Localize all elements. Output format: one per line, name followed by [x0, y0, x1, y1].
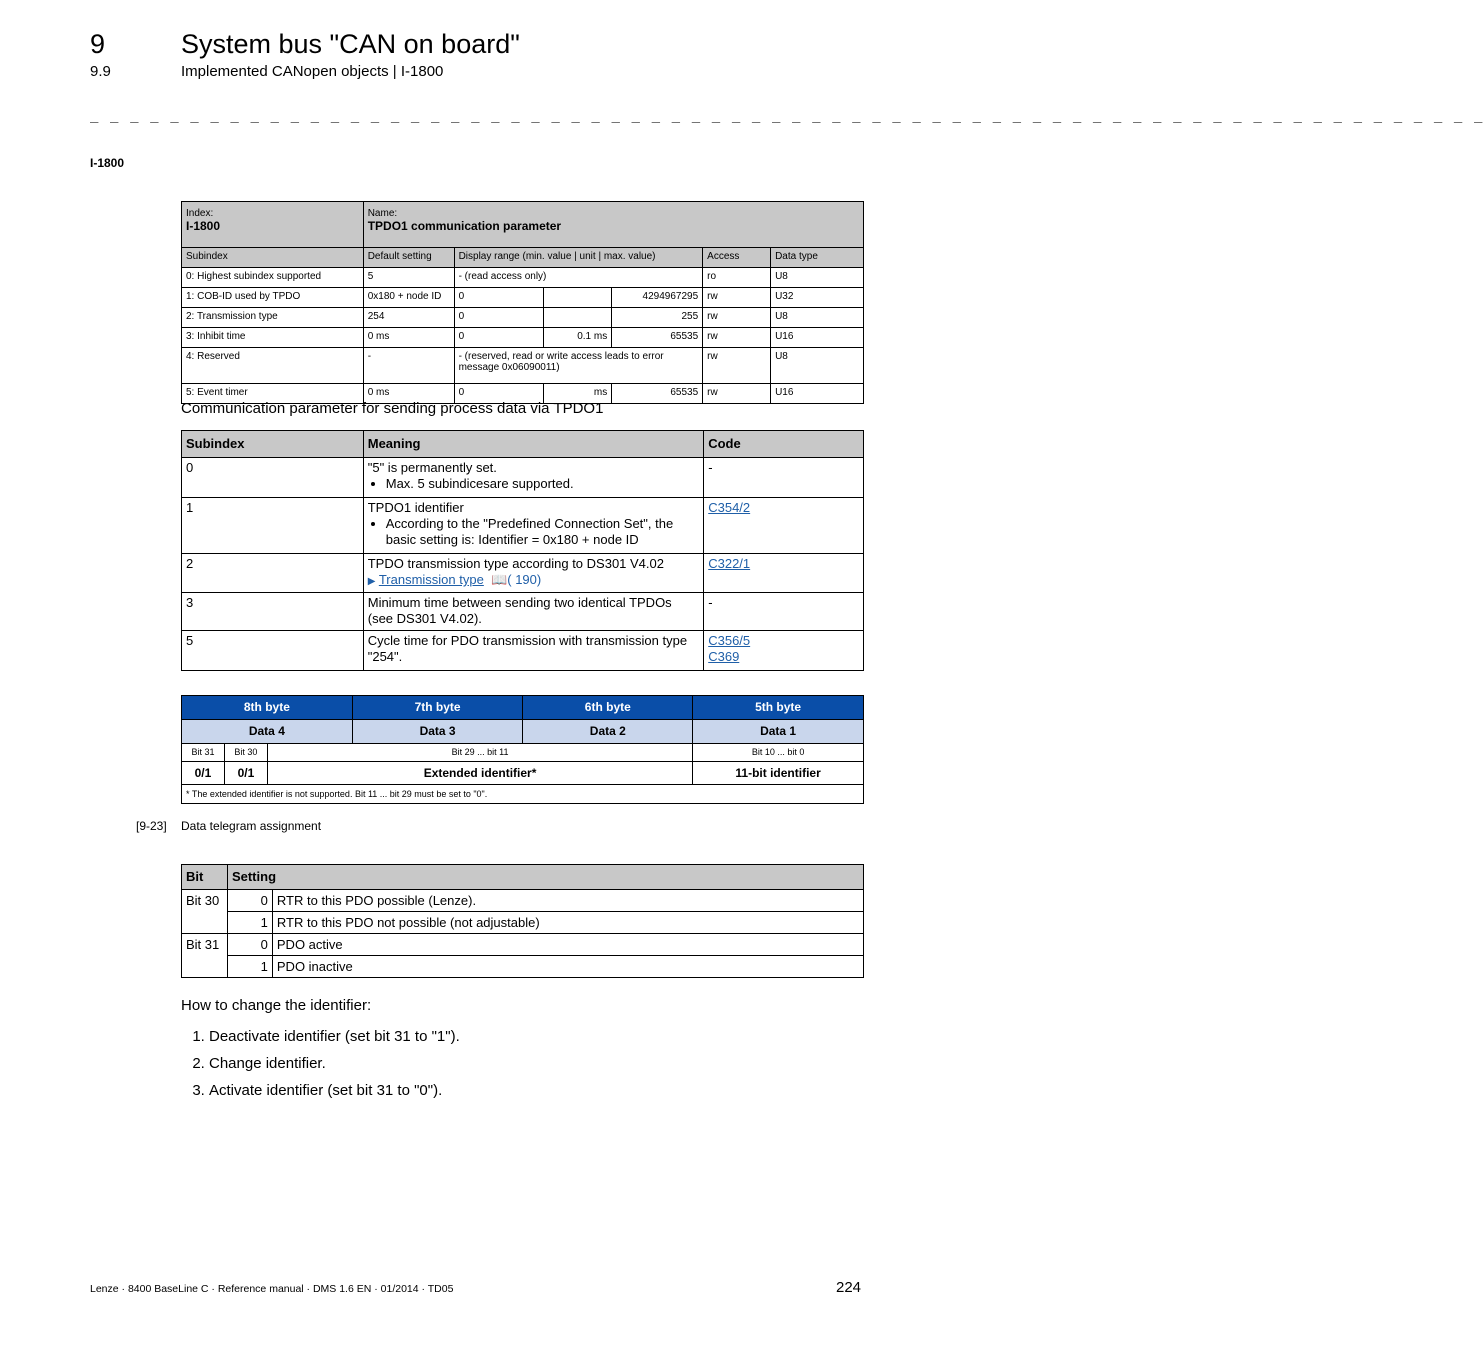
steps-list — [181, 1023, 460, 1104]
figure-number: [9-23] — [136, 819, 167, 833]
byte-header: 6th byte — [523, 696, 693, 720]
bit-value: 0/1 — [224, 762, 267, 785]
index-cell: Index: I-1800 — [182, 202, 364, 248]
table-row: 2 TPDO transmission type according to DS301 V4.02 ▶ Transmission type 📖( 190) C322/1 — [182, 554, 864, 593]
chapter-number: 9 — [90, 29, 106, 59]
table-row: 0: Highest subindex supported 5 - (read access only) ro U8 — [182, 268, 864, 288]
parameter-table — [181, 201, 864, 404]
column-header: Data type — [771, 248, 864, 268]
data-header: Data 4 — [182, 720, 353, 744]
book-icon: 📖 — [491, 572, 508, 587]
data-header: Data 2 — [523, 720, 693, 744]
howto-heading: How to change the identifier: — [181, 997, 372, 1014]
section-number: 9.9 — [90, 63, 111, 80]
bit-setting-table — [181, 864, 864, 978]
bit-label: Bit 31 — [182, 744, 225, 762]
table-caption: Communication parameter for sending process data via TPDO1 — [181, 400, 604, 417]
transmission-type-link[interactable]: Transmission type — [378, 572, 484, 587]
byte-header: 7th byte — [352, 696, 523, 720]
bit-label: Bit 30 — [224, 744, 267, 762]
table-row: 5: Event timer 0 ms 0 ms 65535 rw U16 — [182, 384, 864, 404]
table-row: 2: Transmission type 254 0 255 rw U8 — [182, 308, 864, 328]
table-row: Bit 31 0 PDO active — [182, 934, 864, 956]
byte-header: 8th byte — [182, 696, 353, 720]
page-footer: Lenze · 8400 BaseLine C · Reference manual · DMS 1.6 EN · 01/2014 · TD05 — [90, 1283, 454, 1295]
code-link[interactable]: C356/5 — [708, 633, 751, 648]
code-link[interactable]: C354/2 — [708, 500, 751, 515]
byte-header: 5th byte — [693, 696, 864, 720]
code-link[interactable]: C322/1 — [708, 556, 751, 571]
column-header: Display range (min. value | unit | max. value) — [454, 248, 703, 268]
table-row: 1 PDO inactive — [182, 956, 864, 978]
column-header: Default setting — [363, 248, 454, 268]
data-header: Data 1 — [693, 720, 864, 744]
table-row: 1 TPDO1 identifier • According to the "Predefined Connection Set", the basic setting is: Identifier = 0x180 + node ID C354/2 — [182, 498, 864, 554]
table-row: 0 "5" is permanently set. • Max. 5 subindicesare supported. - — [182, 458, 864, 498]
table-row: Bit 30 0 RTR to this PDO possible (Lenze). — [182, 890, 864, 912]
bit-label: Bit 29 ... bit 11 — [267, 744, 692, 762]
table-row: 5 Cycle time for PDO transmission with transmission type "254". C356/5 C369 — [182, 631, 864, 671]
telegram-table — [181, 695, 864, 804]
arrow-right-icon: ▶ — [367, 576, 376, 587]
header-divider: _ _ _ _ _ _ _ _ _ _ _ _ _ _ _ _ _ _ _ _ _ _ _ _ _ _ _ _ _ _ _ _ _ _ _ _ _ _ _ _ _ _ _ _ _ _ _ _ _ _ _ _ _ _ _ _ _ _ _ _ _ _ _ _ _ _ _ _ _ _ — [90, 107, 1484, 123]
meaning-table — [181, 430, 864, 671]
bit-value: 11-bit identifier — [693, 762, 864, 785]
bit-value: 0/1 — [182, 762, 225, 785]
chapter-title: System bus "CAN on board" — [181, 29, 520, 59]
figure-caption: Data telegram assignment — [181, 819, 322, 833]
table-row: 3 Minimum time between sending two identical TPDOs (see DS301 V4.02). - — [182, 593, 864, 631]
table-row: 1: COB-ID used by TPDO 0x180 + node ID 0 4294967295 rw U32 — [182, 288, 864, 308]
list-item: 3. Activate identifier (set bit 31 to "0"). — [209, 1077, 460, 1104]
code-link[interactable]: C369 — [708, 649, 740, 664]
column-header: Code — [704, 431, 864, 458]
column-header: Access — [703, 248, 771, 268]
name-cell: Name: TPDO1 communication parameter — [363, 202, 863, 248]
bit-label: Bit 10 ... bit 0 — [693, 744, 864, 762]
column-header: Subindex — [182, 248, 364, 268]
table-row: 3: Inhibit time 0 ms 0 0.1 ms 65535 rw U16 — [182, 328, 864, 348]
list-item: 2. Change identifier. — [209, 1050, 460, 1077]
list-item: 1. Deactivate identifier (set bit 31 to "1"). — [209, 1023, 460, 1050]
footnote: * The extended identifier is not supported. Bit 11 ... bit 29 must be set to "0". — [182, 785, 864, 804]
section-title: Implemented CANopen objects | I-1800 — [181, 63, 444, 80]
column-header: Subindex — [182, 431, 364, 458]
table-row: 1 RTR to this PDO not possible (not adjustable) — [182, 912, 864, 934]
column-header: Setting — [227, 865, 863, 890]
table-row: 4: Reserved - - (reserved, read or write access leads to error message 0x06090011) rw U8 — [182, 348, 864, 384]
data-header: Data 3 — [352, 720, 523, 744]
column-header: Bit — [182, 865, 228, 890]
column-header: Meaning — [363, 431, 703, 458]
page-number: 224 — [836, 1279, 862, 1296]
object-label: I-1800 — [90, 156, 125, 170]
bit-value: Extended identifier* — [267, 762, 692, 785]
